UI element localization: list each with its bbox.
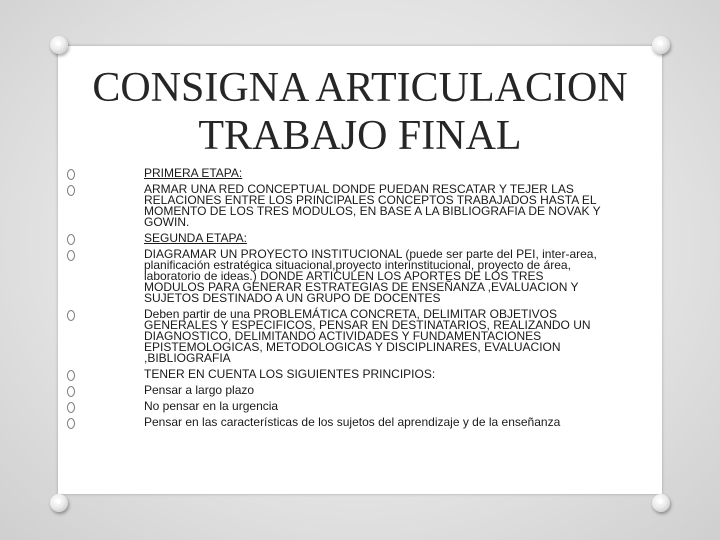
list-item-text: Pensar a largo plazo xyxy=(144,383,255,397)
list-item xyxy=(67,401,607,412)
bullet-circle-icon xyxy=(67,310,75,321)
list-item-text: TENER EN CUENTA LOS SIGUIENTES PRINCIPIOS: xyxy=(144,367,436,381)
list-item xyxy=(67,369,607,380)
list-item-text: DIAGRAMAR UN PROYECTO INSTITUCIONAL (puede ser parte del PEI, inter-area, planificación estratégica situacional,proyecto interinstitucional, proyecto de área, laboratorio de ideas.) DONDE ARTICULEN LOS APORTES DE LOS TRES MODULOS PARA GENERAR ESTRATEGIAS DE ENSEÑANZA ,EVALUACION Y SUJETOS DESTINADO A UN GRUPO DE DOCENTES xyxy=(144,247,597,305)
pushpin-icon xyxy=(50,36,68,54)
list-item xyxy=(67,309,607,364)
list-item-text: Pensar en las características de los sujetos del aprendizaje y de la enseñanza xyxy=(144,415,561,429)
bullet-circle-icon xyxy=(67,402,75,413)
list-item-text: Deben partir de una PROBLEMÁTICA CONCRETA, DELIMITAR OBJETIVOS GENERALES Y ESPECIFICOS, PENSAR EN DESTINATARIOS, REALIZANDO UN DIAGNOSTICO, DELIMITANDO ACTIVIDADES Y FUNDAMENTACIONES EPISTEMOLOGICAS, METODOLOGICAS Y DISCIPLINARES, EVALUACION ,BIBLIOGRAFIA xyxy=(144,307,591,365)
slide-title xyxy=(60,64,660,160)
bullet-circle-icon xyxy=(67,169,75,180)
bullet-circle-icon xyxy=(67,185,75,196)
bullet-circle-icon xyxy=(67,418,75,429)
list-item xyxy=(67,385,607,396)
slide-title-line-1: CONSIGNA ARTICULACION xyxy=(92,65,628,111)
list-item xyxy=(67,417,607,428)
bullet-circle-icon xyxy=(67,250,75,261)
pushpin-icon xyxy=(652,494,670,512)
list-item-text: PRIMERA ETAPA: xyxy=(144,166,243,180)
bullet-circle-icon xyxy=(67,386,75,397)
bullet-circle-icon xyxy=(67,370,75,381)
bullet-list xyxy=(67,168,607,433)
list-item xyxy=(67,184,607,228)
slide-title-line-2: TRABAJO FINAL xyxy=(198,113,522,159)
list-item xyxy=(67,249,607,304)
bullet-circle-icon xyxy=(67,234,75,245)
pushpin-icon xyxy=(50,494,68,512)
list-item xyxy=(67,233,607,244)
list-item-text: SEGUNDA ETAPA: xyxy=(144,231,247,245)
list-item-text: ARMAR UNA RED CONCEPTUAL DONDE PUEDAN RESCATAR Y TEJER LAS RELACIONES ENTRE LOS PRINCIPALES CONCEPTOS TRABAJADOS HASTA EL MOMENTO DE LOS TRES MODULOS, EN BASE A LA BIBLIOGRAFIA DE NOVAK Y GOWIN. xyxy=(144,182,601,229)
list-item xyxy=(67,168,607,179)
list-item-text: No pensar en la urgencia xyxy=(144,399,279,413)
pushpin-icon xyxy=(652,36,670,54)
